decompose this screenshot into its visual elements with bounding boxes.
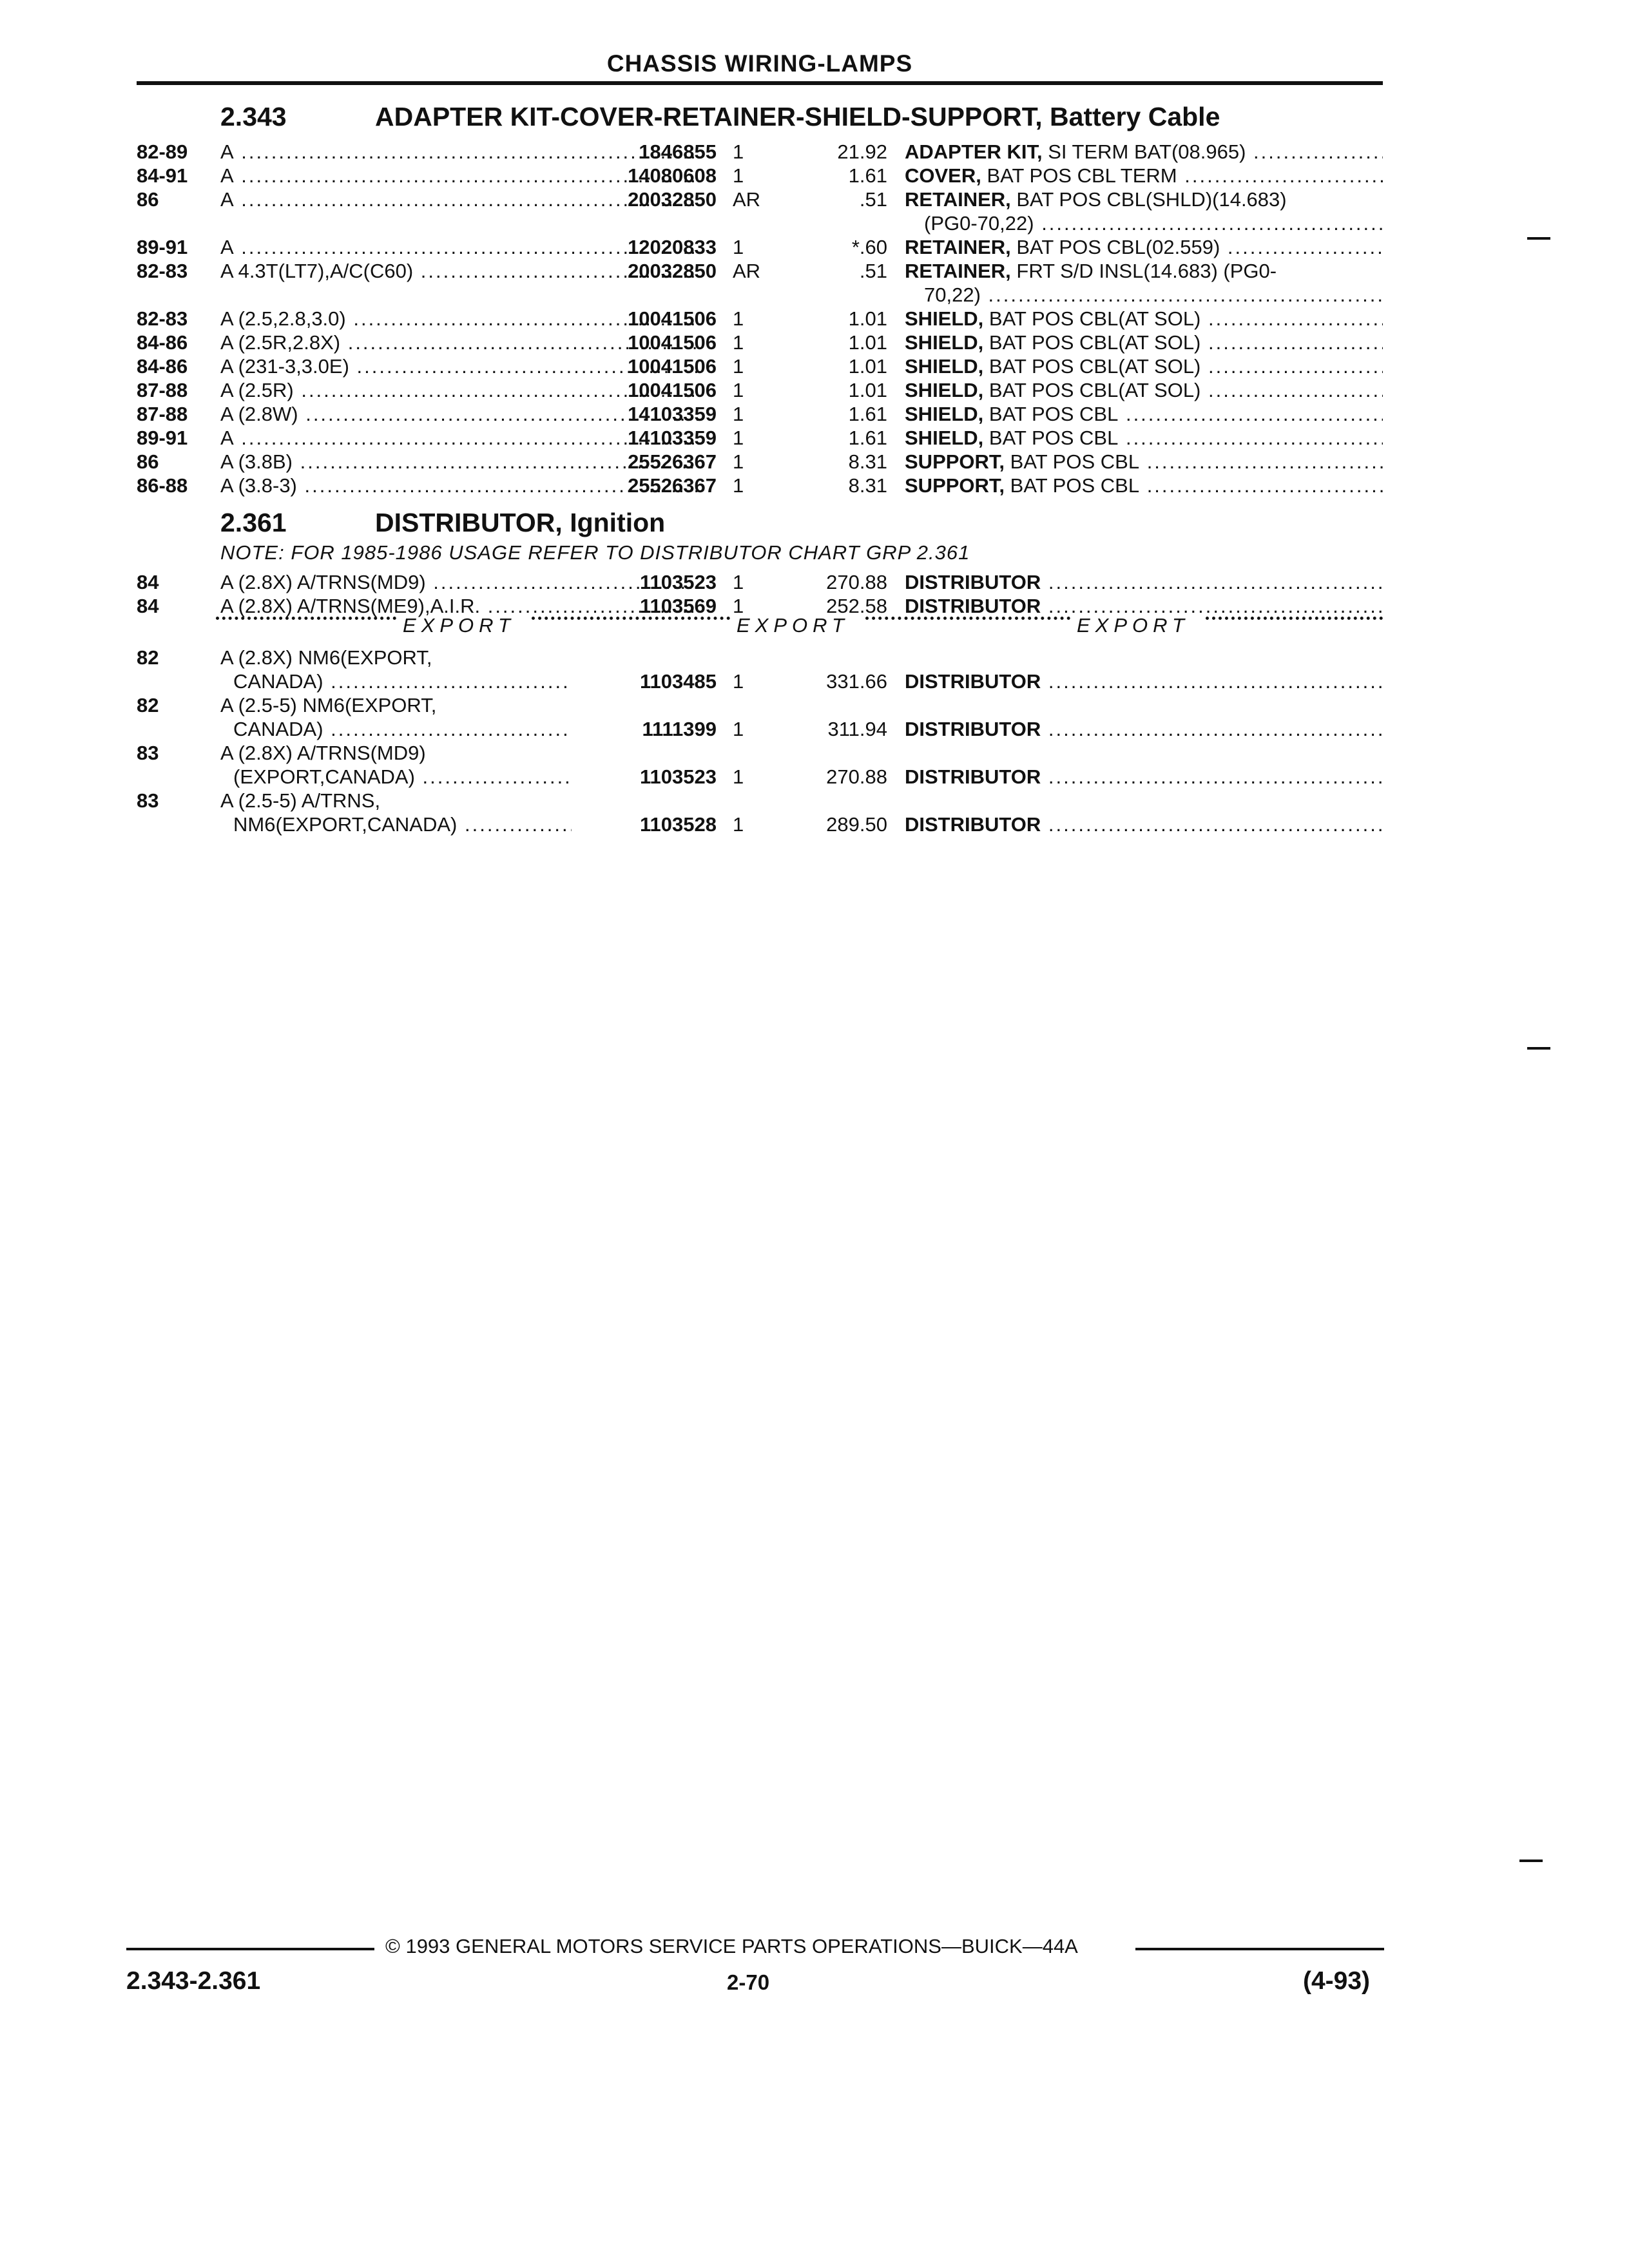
price: 252.58 xyxy=(826,595,887,617)
asterisk-run xyxy=(1206,617,1383,626)
parts-row xyxy=(137,571,1383,594)
model-code: A ..... xyxy=(220,188,700,211)
description-detail: BAT POS CBL xyxy=(983,403,1119,425)
description xyxy=(905,450,1383,474)
export-label: EXPORT xyxy=(737,614,849,637)
model-year: 84-86 xyxy=(137,331,188,354)
page-header: CHASSIS WIRING-LAMPS xyxy=(606,50,913,77)
description-name: SHIELD, xyxy=(905,307,984,330)
price: 1.61 xyxy=(848,403,887,425)
part-number: 1103523 xyxy=(640,571,717,593)
model-code: A (2.8W) ..... xyxy=(220,403,700,426)
model-code: A (2.8X) NM6(EXPORT, xyxy=(220,646,432,669)
model-code: A (2.5R,2.8X) ..... xyxy=(220,331,700,354)
description xyxy=(905,474,1383,497)
part-number: 10041506 xyxy=(628,331,717,354)
parts-row xyxy=(137,260,1383,283)
description xyxy=(905,331,1383,354)
price: 1.01 xyxy=(848,355,887,378)
price: 8.31 xyxy=(848,474,887,497)
asterisk-run xyxy=(532,617,730,626)
model-year: 83 xyxy=(137,742,159,764)
model-code: A (2.5-5) NM6(EXPORT, xyxy=(220,694,437,716)
price: 270.88 xyxy=(826,765,887,788)
part-number: 1103523 xyxy=(640,765,717,788)
description xyxy=(905,718,1383,741)
quantity: 1 xyxy=(733,670,744,693)
model-code: A 4.3T(LT7),A/C(C60) ..... xyxy=(220,260,700,283)
parts-row xyxy=(137,140,1383,164)
parts-row xyxy=(137,307,1383,331)
description xyxy=(905,670,1383,693)
model-year: 83 xyxy=(137,789,159,812)
description-name: SHIELD, xyxy=(905,379,984,401)
quantity: 1 xyxy=(733,450,744,473)
description xyxy=(905,571,1383,594)
price: .51 xyxy=(859,188,887,211)
description-detail: BAT POS CBL(AT SOL) xyxy=(983,379,1201,401)
part-number: 14080608 xyxy=(628,164,717,187)
description-name: SHIELD, xyxy=(905,403,984,425)
model-code: A (231-3,3.0E) ..... xyxy=(220,355,700,378)
description-name: SUPPORT, xyxy=(905,450,1005,473)
footer-date-code: (4-93) xyxy=(1303,1967,1371,1995)
footer-rule-right xyxy=(1135,1948,1384,1950)
price: *.60 xyxy=(851,236,887,258)
quantity: 1 xyxy=(733,164,744,187)
quantity: 1 xyxy=(733,355,744,378)
model-year: 86 xyxy=(137,188,159,211)
model-year: 82-83 xyxy=(137,307,188,330)
price: 21.92 xyxy=(837,140,887,163)
description-name: DISTRIBUTOR xyxy=(905,571,1041,593)
section-title-2361 xyxy=(137,508,1383,541)
description xyxy=(905,140,1383,164)
price: 1.61 xyxy=(848,427,887,449)
description-name: ADAPTER KIT, xyxy=(905,140,1043,163)
part-number: 10041506 xyxy=(628,307,717,330)
part-number: 10041506 xyxy=(628,379,717,401)
quantity: 1 xyxy=(733,571,744,593)
model-code: A ..... xyxy=(220,164,700,187)
model-code: A ..... xyxy=(220,140,700,164)
usage-note: NOTE: FOR 1985-1986 USAGE REFER TO DISTRIBUTOR CHART GRP 2.361 xyxy=(220,541,970,564)
description-name: DISTRIBUTOR xyxy=(905,765,1041,788)
model-continuation: NM6(EXPORT,CANADA) ..... xyxy=(233,813,572,836)
quantity: 1 xyxy=(733,765,744,788)
description xyxy=(905,427,1383,450)
parts-row xyxy=(137,331,1383,354)
edge-tick-mark xyxy=(1527,1047,1550,1050)
description-name: COVER, xyxy=(905,164,981,187)
model-code: A ..... xyxy=(220,236,700,259)
model-year: 84-86 xyxy=(137,355,188,378)
asterisk-run xyxy=(216,617,396,626)
quantity: 1 xyxy=(733,236,744,258)
description-detail: BAT POS CBL xyxy=(1005,450,1140,473)
description-name: SHIELD, xyxy=(905,331,984,354)
model-year: 82 xyxy=(137,694,159,716)
description xyxy=(905,595,1383,618)
model-year: 89-91 xyxy=(137,236,188,258)
description xyxy=(905,403,1383,426)
model-year: 86-88 xyxy=(137,474,188,497)
quantity: 1 xyxy=(733,813,744,836)
section-title-2343 xyxy=(137,102,1383,135)
model-code: A ..... xyxy=(220,427,700,450)
export-label: EXPORT xyxy=(1077,614,1190,637)
description-continuation: (PG0-70,22) ..... xyxy=(924,212,1383,235)
description xyxy=(905,379,1383,402)
description-name: DISTRIBUTOR xyxy=(905,813,1041,836)
description-detail: BAT POS CBL(AT SOL) xyxy=(983,331,1201,354)
part-number: 12020833 xyxy=(628,236,717,258)
price: 270.88 xyxy=(826,571,887,593)
price: 1.61 xyxy=(848,164,887,187)
description-detail: FRT S/D INSL(14.683) (PG0- xyxy=(1010,260,1277,282)
section-number: 2.361 xyxy=(220,508,287,537)
quantity: AR xyxy=(733,260,761,282)
model-code: A (3.8B) ..... xyxy=(220,450,700,474)
header-rule xyxy=(137,81,1383,85)
price: .51 xyxy=(859,260,887,282)
model-code: A (2.8X) A/TRNS(ME9),A.I.R. ..... xyxy=(220,595,700,618)
model-year: 82-89 xyxy=(137,140,188,163)
model-year: 84-91 xyxy=(137,164,188,187)
part-number: 10041506 xyxy=(628,355,717,378)
model-continuation: (EXPORT,CANADA) ..... xyxy=(233,765,572,789)
description xyxy=(905,813,1383,836)
model-year: 86 xyxy=(137,450,159,473)
footer-page-number: 2-70 xyxy=(727,1970,770,1994)
part-number: 25526367 xyxy=(628,474,717,497)
part-number: 20032850 xyxy=(628,260,717,282)
model-year: 84 xyxy=(137,571,159,593)
description xyxy=(905,765,1383,789)
part-number: 20032850 xyxy=(628,188,717,211)
parts-row xyxy=(137,403,1383,426)
parts-row xyxy=(137,355,1383,378)
description-name: RETAINER, xyxy=(905,188,1011,211)
quantity: 1 xyxy=(733,474,744,497)
price: 8.31 xyxy=(848,450,887,473)
parts-row xyxy=(137,164,1383,187)
parts-row xyxy=(137,450,1383,474)
quantity: 1 xyxy=(733,379,744,401)
parts-row xyxy=(137,379,1383,402)
description xyxy=(905,307,1383,331)
parts-row xyxy=(137,188,1383,211)
part-number: 14103359 xyxy=(628,427,717,449)
parts-row xyxy=(137,236,1383,259)
part-number: 1103485 xyxy=(640,670,717,693)
section-number: 2.343 xyxy=(220,102,287,131)
description-name: SHIELD, xyxy=(905,355,984,378)
footer-section-range: 2.343-2.361 xyxy=(126,1967,261,1995)
quantity: 1 xyxy=(733,331,744,354)
quantity: AR xyxy=(733,188,761,211)
model-year: 82 xyxy=(137,646,159,669)
price: 289.50 xyxy=(826,813,887,836)
price: 311.94 xyxy=(827,718,887,740)
section-heading: DISTRIBUTOR, Ignition xyxy=(375,508,666,537)
description xyxy=(905,260,1383,283)
description-detail: BAT POS CBL(AT SOL) xyxy=(983,307,1201,330)
model-year: 84 xyxy=(137,595,159,617)
description xyxy=(905,355,1383,378)
price: 1.01 xyxy=(848,379,887,401)
quantity: 1 xyxy=(733,307,744,330)
description-name: DISTRIBUTOR xyxy=(905,718,1041,740)
parts-row xyxy=(137,474,1383,497)
description xyxy=(905,188,1383,211)
footer-copyright: © 1993 GENERAL MOTORS SERVICE PARTS OPERATIONS—BUICK—44A xyxy=(385,1935,1078,1957)
model-year: 87-88 xyxy=(137,379,188,401)
price: 331.66 xyxy=(826,670,887,693)
section-heading: ADAPTER KIT-COVER-RETAINER-SHIELD-SUPPORT, Battery Cable xyxy=(375,102,1220,131)
quantity: 1 xyxy=(733,427,744,449)
quantity: 1 xyxy=(733,718,744,740)
description-name: DISTRIBUTOR xyxy=(905,670,1041,693)
description xyxy=(905,236,1383,259)
description-detail: BAT POS CBL(SHLD)(14.683) xyxy=(1010,188,1287,211)
export-label: EXPORT xyxy=(403,614,516,637)
description-continuation: 70,22) ..... xyxy=(924,284,1383,307)
description-detail: BAT POS CBL(AT SOL) xyxy=(983,355,1201,378)
description-name: RETAINER, xyxy=(905,260,1011,282)
model-code: A (2.5R) ..... xyxy=(220,379,700,402)
model-continuation: CANADA) ..... xyxy=(233,670,572,693)
parts-row xyxy=(137,595,1383,618)
description-detail: BAT POS CBL xyxy=(1005,474,1140,497)
edge-tick-mark xyxy=(1527,237,1550,240)
description-detail: SI TERM BAT(08.965) xyxy=(1042,140,1246,163)
quantity: 1 xyxy=(733,403,744,425)
description xyxy=(905,164,1383,187)
model-code: A (2.5-5) A/TRNS, xyxy=(220,789,381,812)
description-name: RETAINER, xyxy=(905,236,1011,258)
model-year: 87-88 xyxy=(137,403,188,425)
asterisk-run xyxy=(865,617,1070,626)
quantity: 1 xyxy=(733,595,744,617)
description-name: DISTRIBUTOR xyxy=(905,595,1041,617)
model-year: 82-83 xyxy=(137,260,188,282)
quantity: 1 xyxy=(733,140,744,163)
description-name: SUPPORT, xyxy=(905,474,1005,497)
model-code: A (2.8X) A/TRNS(MD9) ..... xyxy=(220,571,700,594)
price: 1.01 xyxy=(848,307,887,330)
edge-tick-mark xyxy=(1519,1860,1543,1862)
description-detail: BAT POS CBL xyxy=(983,427,1119,449)
model-code: A (3.8-3) ..... xyxy=(220,474,700,497)
model-code: A (2.5,2.8,3.0) ..... xyxy=(220,307,700,331)
description-detail: BAT POS CBL(02.559) xyxy=(1010,236,1220,258)
price: 1.01 xyxy=(848,331,887,354)
footer-rule-left xyxy=(126,1948,374,1950)
part-number: 25526367 xyxy=(628,450,717,473)
model-year: 89-91 xyxy=(137,427,188,449)
model-code: A (2.8X) A/TRNS(MD9) xyxy=(220,742,426,764)
part-number: 1103569 xyxy=(640,595,717,617)
part-number: 14103359 xyxy=(628,403,717,425)
parts-row xyxy=(137,427,1383,450)
part-number: 1111399 xyxy=(642,718,717,740)
part-number: 1846855 xyxy=(639,140,717,163)
description-name: SHIELD, xyxy=(905,427,984,449)
description-detail: BAT POS CBL TERM xyxy=(981,164,1177,187)
part-number: 1103528 xyxy=(640,813,717,836)
model-continuation: CANADA) ..... xyxy=(233,718,572,741)
